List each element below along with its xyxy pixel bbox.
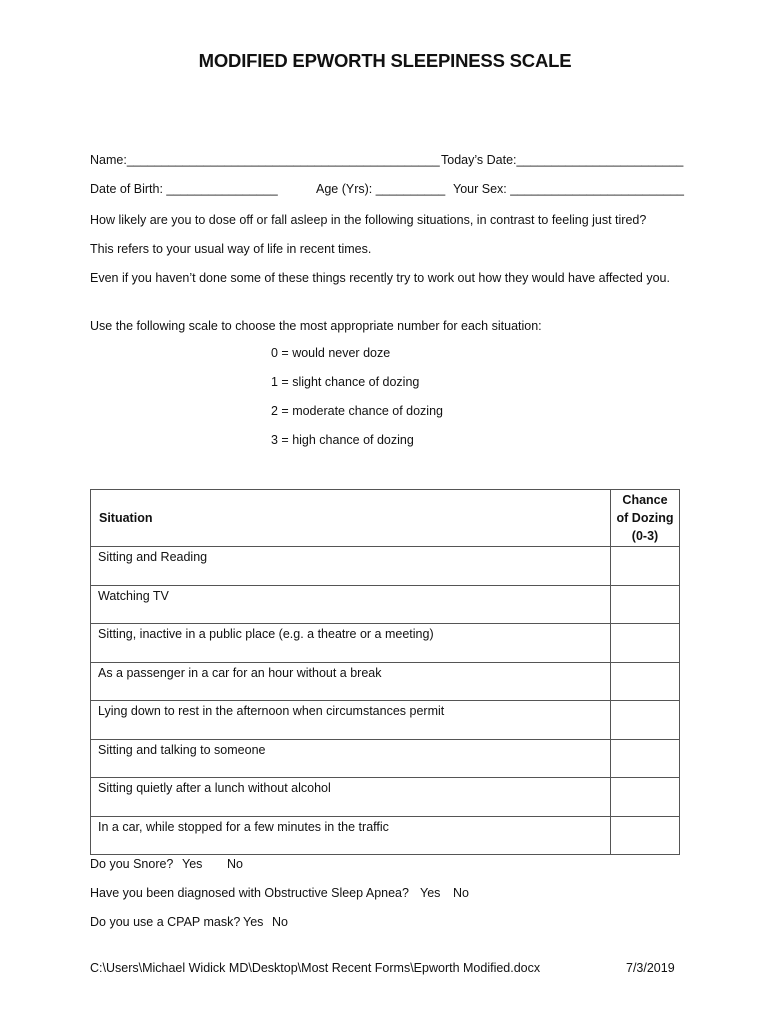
cpap-yes-option[interactable]: Yes: [243, 915, 264, 929]
header-chance-line-1: Chance: [622, 493, 668, 507]
age-field[interactable]: Age (Yrs): __________: [316, 182, 446, 196]
snore-question-text: Do you Snore?: [90, 857, 174, 871]
situation-cell: Lying down to rest in the afternoon when circumstances permit: [91, 701, 611, 740]
chance-input-cell[interactable]: [611, 816, 680, 855]
sex-field[interactable]: Your Sex: _________________________: [453, 182, 685, 196]
chance-input-cell[interactable]: [611, 778, 680, 817]
table-header-row: [91, 490, 680, 547]
osa-question-text: Have you been diagnosed with Obstructive Sleep Apnea?: [90, 886, 409, 900]
chance-input-cell[interactable]: [611, 701, 680, 740]
table-row: [91, 778, 680, 817]
cpap-question-text: Do you use a CPAP mask?: [90, 915, 241, 929]
situation-cell: Sitting and talking to someone: [91, 739, 611, 778]
table-row: [91, 624, 680, 663]
header-chance: [611, 490, 680, 547]
name-field[interactable]: Name:_____________________________________________: [90, 153, 440, 167]
sex-line: [453, 182, 684, 196]
chance-input-cell[interactable]: [611, 662, 680, 701]
cpap-no-option[interactable]: No: [272, 915, 288, 929]
cpap-question: [90, 915, 240, 929]
scale-item-3: 3 = high chance of dozing: [271, 433, 414, 447]
todays-date-field[interactable]: Today’s Date:________________________: [441, 153, 684, 167]
todays-date-line: [441, 153, 683, 167]
age-line: [316, 182, 445, 196]
table-row: [91, 701, 680, 740]
situation-cell: As a passenger in a car for an hour without a break: [91, 662, 611, 701]
snore-no-option[interactable]: No: [227, 857, 243, 871]
dob-line: [90, 182, 278, 196]
scale-item-1: 1 = slight chance of dozing: [271, 375, 420, 389]
snore-question: [90, 857, 173, 871]
chance-input-cell[interactable]: [611, 739, 680, 778]
situation-cell: Watching TV: [91, 585, 611, 624]
header-situation: Situation: [91, 490, 611, 547]
instruction-2: This refers to your usual way of life in recent times.: [90, 242, 372, 256]
osa-yes-option[interactable]: Yes: [420, 886, 441, 900]
situations-table: [90, 489, 680, 855]
situation-cell: Sitting, inactive in a public place (e.g. a theatre or a meeting): [91, 624, 611, 663]
snore-yes-option[interactable]: Yes: [182, 857, 203, 871]
footer-file-path: C:\Users\Michael Widick MD\Desktop\Most Recent Forms\Epworth Modified.docx: [90, 961, 541, 975]
situation-cell: In a car, while stopped for a few minutes in the traffic: [91, 816, 611, 855]
osa-question: [90, 886, 409, 900]
table-row: [91, 816, 680, 855]
situation-cell: Sitting quietly after a lunch without alcohol: [91, 778, 611, 817]
date-of-birth-field[interactable]: Date of Birth: ________________: [90, 182, 278, 196]
chance-input-cell[interactable]: [611, 547, 680, 586]
situation-cell: Sitting and Reading: [91, 547, 611, 586]
table-row: [91, 547, 680, 586]
table-row: [91, 739, 680, 778]
scale-item-2: 2 = moderate chance of dozing: [271, 404, 443, 418]
instruction-3: Even if you haven’t done some of these things recently try to work out how they would have affected you.: [90, 271, 670, 285]
footer-date: 7/3/2019: [626, 961, 675, 975]
chance-input-cell[interactable]: [611, 585, 680, 624]
header-chance-line-2: of Dozing: [616, 511, 674, 525]
chance-input-cell[interactable]: [611, 624, 680, 663]
osa-no-option[interactable]: No: [453, 886, 469, 900]
table-row: [91, 662, 680, 701]
scale-item-0: 0 = would never doze: [271, 346, 391, 360]
name-line: [90, 153, 440, 167]
page-title: MODIFIED EPWORTH SLEEPINESS SCALE: [198, 50, 572, 71]
table-row: [91, 585, 680, 624]
header-chance-line-3: (0-3): [631, 529, 659, 543]
instruction-4: Use the following scale to choose the most appropriate number for each situation:: [90, 319, 542, 333]
instruction-1: How likely are you to dose off or fall asleep in the following situations, in contrast to feeling just tired?: [90, 213, 647, 227]
